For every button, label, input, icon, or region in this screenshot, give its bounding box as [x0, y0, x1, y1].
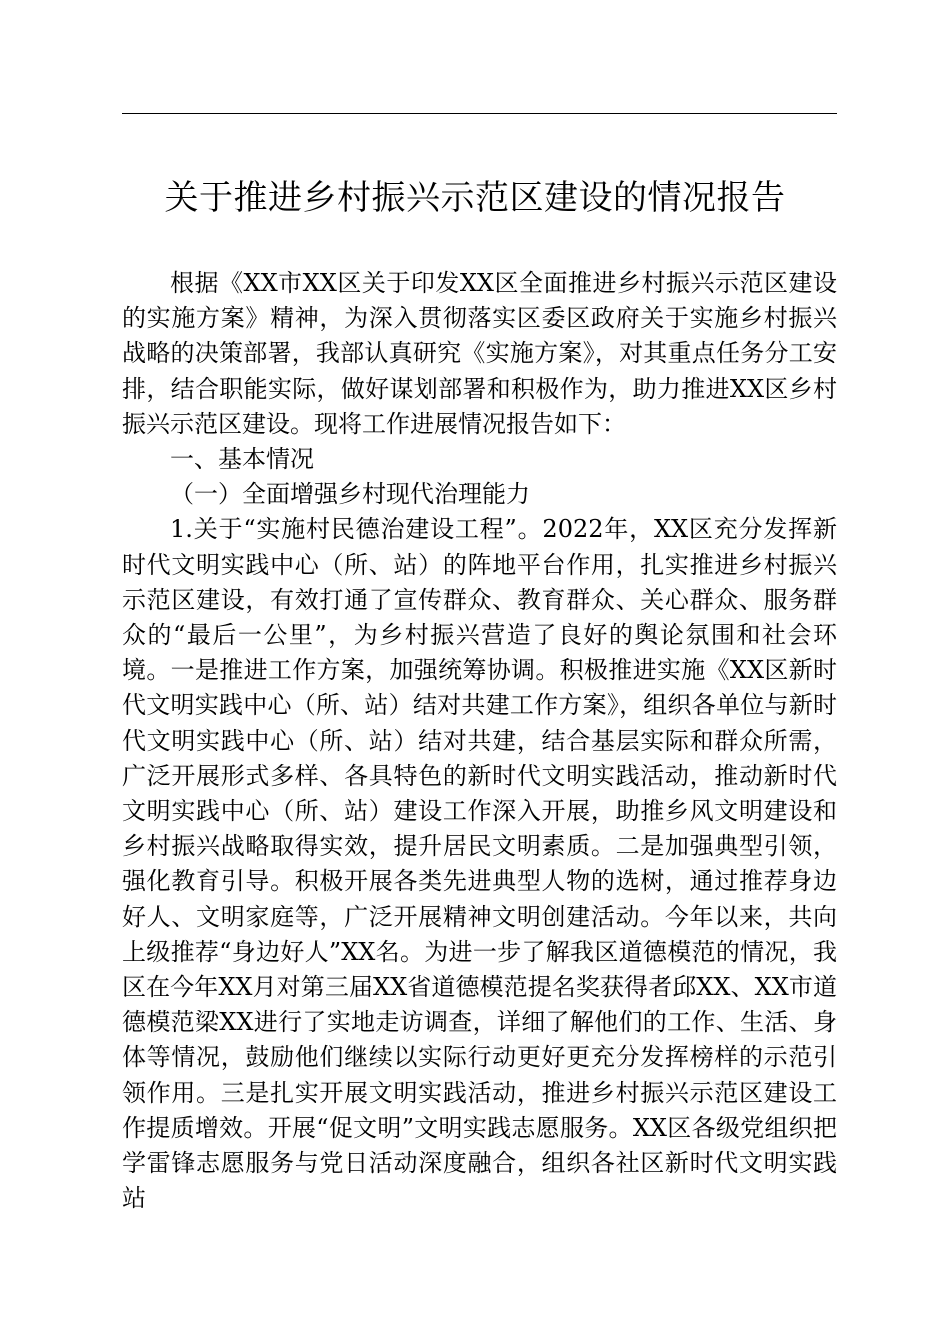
section-heading: 一、基本情况: [170, 445, 314, 474]
subsection-heading: （一）全面增强乡村现代治理能力: [170, 480, 530, 509]
document-body: [122, 266, 837, 1216]
document-title: 关于推进乡村振兴示范区建设的情况报告: [164, 178, 786, 218]
header-rule: [122, 113, 837, 114]
intro-paragraph: 根据《XX市XX区关于印发XX区全面推进乡村振兴示范区建设的实施方案》精神，为深入贯彻落实区委区政府关于实施乡村振兴战略的决策部署，我部认真研究《实施方案》，对其重点任务分工安排，结合职能实际，做好谋划部署和积极作为，助力推进XX区乡村振兴示范区建设。现将工作进展情况报告如下：: [122, 269, 837, 438]
body-paragraph: 1.关于“实施村民德治建设工程”。2022年，XX区充分发挥新时代文明实践中心（所、站）的阵地平台作用，扎实推进乡村振兴示范区建设，有效打通了宣传群众、教育群众、关心群众、服务群众的“最后一公里”，为乡村振兴营造了良好的舆论氛围和社会环境。一是推进工作方案，加强统筹协调。积极推进实施《XX区新时代文明实践中心（所、站）结对共建工作方案》，组织各单位与新时代文明实践中心（所、站）结对共建，结合基层实际和群众所需，广泛开展形式多样、各具特色的新时代文明实践活动，推动新时代文明实践中心（所、站）建设工作深入开展，助推乡风文明建设和乡村振兴战略取得实效，提升居民文明素质。二是加强典型引领，强化教育引导。积极开展各类先进典型人物的选树，通过推荐身边好人、文明家庭等，广泛开展精神文明创建活动。今年以来，共向上级推荐“身边好人”XX名。为进一步了解我区道德模范的情况，我区在今年XX月对第三届XX省道德模范提名奖获得者邱XX、XX市道德模范梁XX进行了实地走访调查，详细了解他们的工作、生活、身体等情况，鼓励他们继续以实际行动更好更充分发挥榜样的示范引领作用。三是扎实开展文明实践活动，推进乡村振兴示范区建设工作提质增效。开展“促文明”文明实践志愿服务。XX区各级党组织把学雷锋志愿服务与党日活动深度融合，组织各社区新时代文明实践站: [122, 515, 837, 1213]
